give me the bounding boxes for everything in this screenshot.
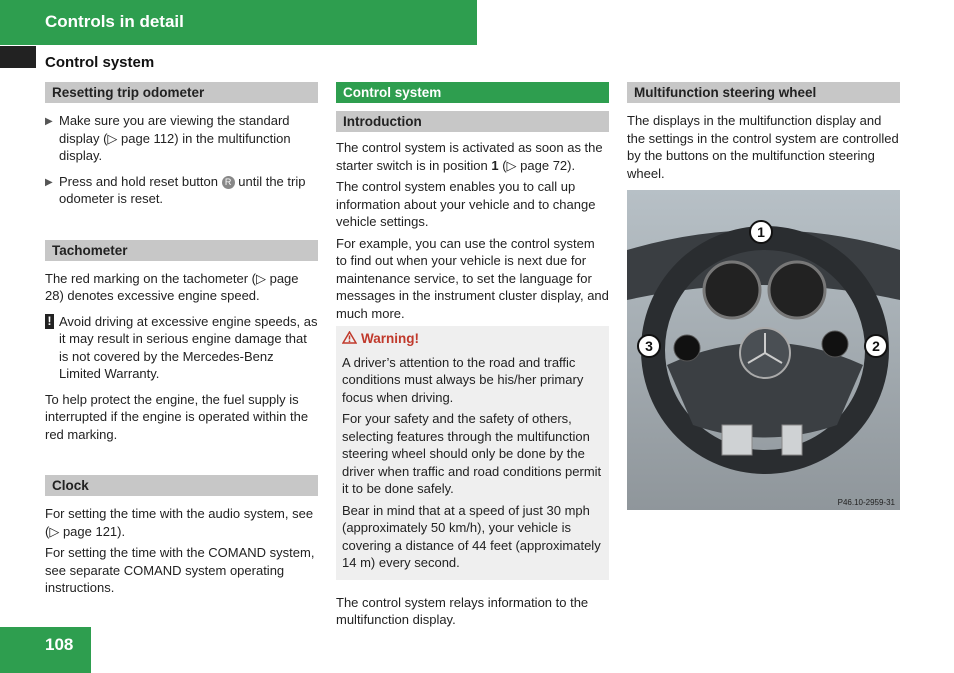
clock-text-2: For setting the time with the COMAND system, see separate COMAND system operating instructions. — [45, 545, 315, 595]
warning-box — [336, 326, 609, 580]
tachometer-text-2: To help protect the engine, the fuel supply is interrupted if the engine is operated within the red marking. — [45, 391, 309, 442]
reset-step-2-text-post: until the trip odometer is reset. — [59, 173, 306, 206]
svg-text:3: 3 — [645, 338, 653, 354]
column-right — [627, 82, 900, 510]
steering-wheel-text: The displays in the multifunction display and the settings in the control system are controlled by the buttons on the multifunction steering wheel. — [627, 113, 899, 181]
reset-step-2 — [45, 173, 318, 208]
intro-text-1-pre: The control system is activated as soon as the starter switch is in position — [336, 140, 603, 173]
steering-wheel-photo — [627, 190, 900, 510]
header-title: Controls in detail — [45, 12, 184, 31]
callout-3 — [638, 335, 660, 357]
reset-step-2-text-pre: Press and hold reset button — [59, 173, 218, 189]
intro-text-4: The control system relays information to the multifunction display. — [336, 594, 589, 627]
page-number-box — [0, 627, 91, 673]
section-marker — [0, 46, 36, 68]
intro-text-1 — [336, 139, 609, 174]
reset-step-1-text: Make sure you are viewing the standard display (▷ page 112) in the multifunction display. — [59, 113, 291, 163]
tachometer-text-1: The red marking on the tachometer (▷ page 28) denotes excessive engine speed. — [45, 270, 299, 303]
reset-button-icon: R — [222, 176, 235, 189]
warning-text-1: A driver’s attention to the road and traffic conditions must always be his/her primary focus when driving. — [342, 354, 584, 405]
callout-1 — [750, 221, 772, 243]
page-number: 108 — [45, 635, 74, 654]
column-middle — [336, 82, 609, 633]
callout-2 — [865, 335, 887, 357]
section-title: Control system — [45, 54, 155, 71]
intro-text-2: The control system enables you to call up information about your vehicle and to change vehicle settings. — [336, 179, 596, 229]
warning-triangle-icon — [342, 331, 357, 344]
svg-text:1: 1 — [757, 224, 765, 240]
intro-text-1-bold: 1 — [491, 157, 499, 173]
tachometer-note-text: Avoid driving at excessive engine speeds, as it may result in serious engine damage that is not covered by the Mercedes-Benz Limited Warranty. — [59, 313, 318, 381]
bullet-icon: ▶ — [45, 116, 53, 127]
steering-wheel-illustration — [627, 190, 900, 510]
warning-title: Warning! — [361, 331, 419, 346]
clock-heading: Clock — [45, 475, 318, 496]
steering-wheel-heading: Multifunction steering wheel — [627, 82, 900, 103]
warning-text-3: Bear in mind that at a speed of just 30 mph (approximately 50 km/h), your vehicle is covering a distance of 44 feet (approximately 14 m) every second. — [342, 502, 601, 570]
intro-text-1-post: (▷ page 72). — [502, 157, 576, 173]
tachometer-note — [45, 313, 318, 383]
clock-text-1: For setting the time with the audio system, see (▷ page 121). — [45, 506, 314, 539]
column-left — [45, 82, 318, 601]
warning-heading — [342, 330, 603, 348]
exclamation-icon: ! — [45, 314, 54, 329]
intro-text-3: For example, you can use the control system to find out when your vehicle is next due for maintenance service, to set the language for messages in the instrument cluster display, and much more. — [336, 235, 609, 321]
image-reference: P46.10-2959-31 — [837, 498, 895, 507]
bullet-icon: ▶ — [45, 176, 53, 188]
svg-text:2: 2 — [872, 338, 880, 354]
introduction-heading: Introduction — [336, 111, 609, 132]
control-system-heading: Control system — [336, 82, 609, 103]
tachometer-heading: Tachometer — [45, 240, 318, 261]
warning-text-2: For your safety and the safety of others, selecting features through the multifunction steering wheel should only be done by the driver when traffic and road conditions permit it to be done safely. — [342, 411, 602, 496]
reset-step-1 — [45, 112, 318, 165]
reset-heading: Resetting trip odometer — [45, 82, 318, 103]
